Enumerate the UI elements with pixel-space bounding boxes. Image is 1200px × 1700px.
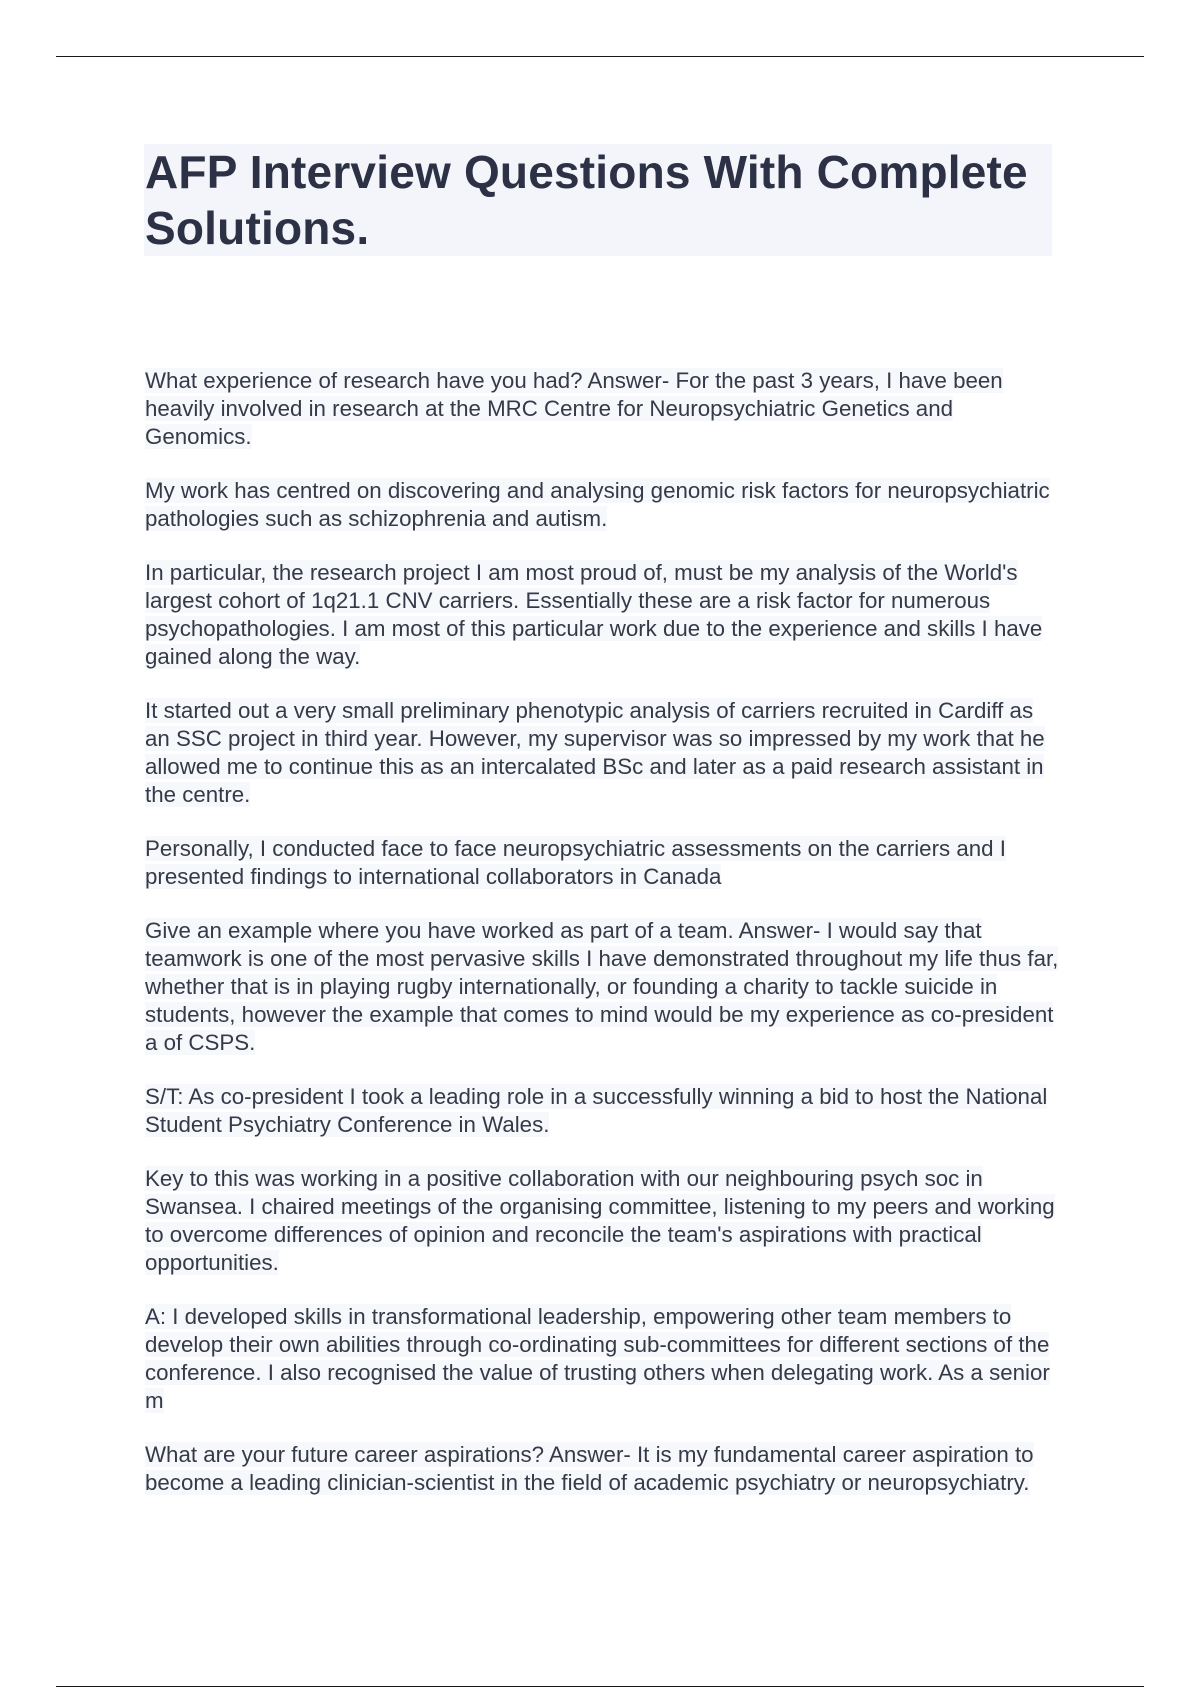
paragraph-situation-task: S/T: As co-president I took a leading role in a successfully winning a bid to host the National Student Psychiatry Conference in Wales.	[145, 1084, 1048, 1137]
paragraph-career-aspirations: What are your future career aspirations? Answer- It is my fundamental career aspiration to become a leading clinician-scientist in the field of academic psychiatry or neuropsychiatry.	[145, 1442, 1034, 1495]
top-rule	[56, 56, 1144, 57]
paragraph-proud-project: In particular, the research project I am most proud of, must be my analysis of the World's largest cohort of 1q21.1 CNV carriers. Essentially these are a risk factor for numerous psychopathologies. I am most of this particular work due to the experience and skills I have gained along the way.	[145, 560, 1043, 669]
document-body	[145, 367, 1060, 1523]
bottom-rule	[56, 1686, 1144, 1687]
paragraph-work-focus: My work has centred on discovering and analysing genomic risk factors for neuropsychiatric pathologies such as schizophrenia and autism.	[145, 478, 1050, 531]
paragraph-teamwork-question: Give an example where you have worked as part of a team. Answer- I would say that teamwork is one of the most pervasive skills I have demonstrated throughout my life thus far, whether that is in playing rugby internationally, or founding a charity to tackle suicide in students, however the example that comes to mind would be my experience as co-president a of CSPS.	[145, 918, 1059, 1055]
document-title: AFP Interview Questions With Complete Solutions.	[145, 146, 1028, 254]
paragraph-project-origin: It started out a very small preliminary phenotypic analysis of carriers recruited in Cardiff as an SSC project in third year. However, my supervisor was so impressed by my work that he allowed me to continue this as an intercalated BSc and later as a paid research assistant in the centre.	[145, 698, 1045, 807]
paragraph-collaboration: Key to this was working in a positive collaboration with our neighbouring psych soc in Swansea. I chaired meetings of the organising committee, listening to my peers and working to overcome differences of opinion and reconcile the team's aspirations with practical opportunities.	[145, 1166, 1055, 1275]
paragraph-action: A: I developed skills in transformational leadership, empowering other team members to develop their own abilities through co-ordinating sub-committees for different sections of the conference. I also recognised the value of trusting others when delegating work. As a senior m	[145, 1304, 1050, 1413]
paragraph-research-experience: What experience of research have you had? Answer- For the past 3 years, I have been heavily involved in research at the MRC Centre for Neuropsychiatric Genetics and Genomics.	[145, 368, 1003, 449]
paragraph-assessments: Personally, I conducted face to face neuropsychiatric assessments on the carriers and I presented findings to international collaborators in Canada	[145, 836, 1006, 889]
